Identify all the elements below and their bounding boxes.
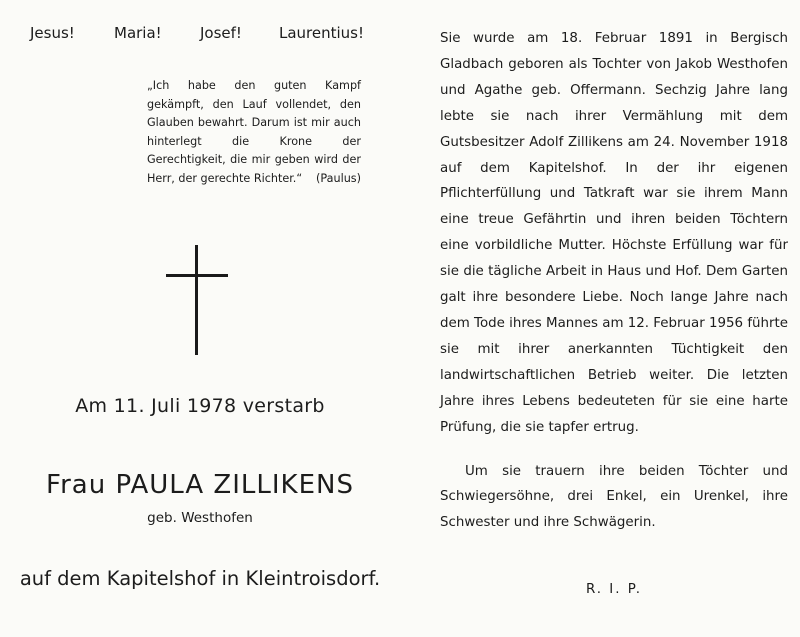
verse-text: „Ich habe den guten Kampf gekämpft, den Lauf vollendet, den Glauben bewahrt. Darum ist mir auch hinterlegt die Krone der Gerechtigkeit, die mir geben wird der Herr, der gerechte Richter.“ <box>147 79 361 185</box>
cross-icon <box>166 245 228 355</box>
invocation-jesus: Jesus! <box>30 24 75 42</box>
biography-paragraph: Sie wurde am 18. Februar 1891 in Bergisch Gladbach geboren als Tochter von Jakob Westhofen und Agathe geb. Offermann. Sechzig Jahre lang lebte sie nach ihrer Vermählung mit dem Gutsbesitzer Adolf Zillikens am 24. November 1918 auf dem Kapitelshof. In der ihr eigenen Pflichterfüllung und Tatkraft war sie ihrem Mann eine treue Gefährtin und ihren beiden Töchtern eine vorbildliche Mutter. Höchste Erfüllung war für sie die tägliche Arbeit in Haus und Hof. Dem Garten galt ihre besondere Liebe. Noch lange Jahre nach dem Tode ihres Mannes am 12. Februar 1956 führte sie mit ihrer anerkannten Tüchtigkeit den landwirtschaftlichen Betrieb weiter. Die letzten Jahre ihres Lebens bedeuteten für sie eine harte Prüfung, die sie tapfer ertrug. <box>440 31 788 435</box>
invocation-josef: Josef! <box>200 24 242 42</box>
deceased-name: Frau PAULA ZILLIKENS <box>46 470 354 500</box>
right-panel <box>420 0 800 637</box>
place-of-death: auf dem Kapitelshof in Kleintroisdorf. <box>19 567 381 590</box>
invocation-maria: Maria! <box>114 24 162 42</box>
bible-verse <box>147 77 361 189</box>
verse-attribution: (Paulus) <box>316 171 361 185</box>
rip-closing: R. I. P. <box>585 582 643 597</box>
invocation-line <box>28 24 368 48</box>
biography <box>440 26 788 536</box>
invocation-laurentius: Laurentius! <box>279 24 365 42</box>
maiden-name: geb. Westhofen <box>147 510 253 526</box>
death-announcement: Am 11. Juli 1978 verstarb <box>75 395 325 417</box>
mourners-paragraph: Um sie trauern ihre beiden Töchter und Schwiegersöhne, drei Enkel, ein Urenkel, ihre Schwester und ihre Schwägerin. <box>440 463 788 531</box>
